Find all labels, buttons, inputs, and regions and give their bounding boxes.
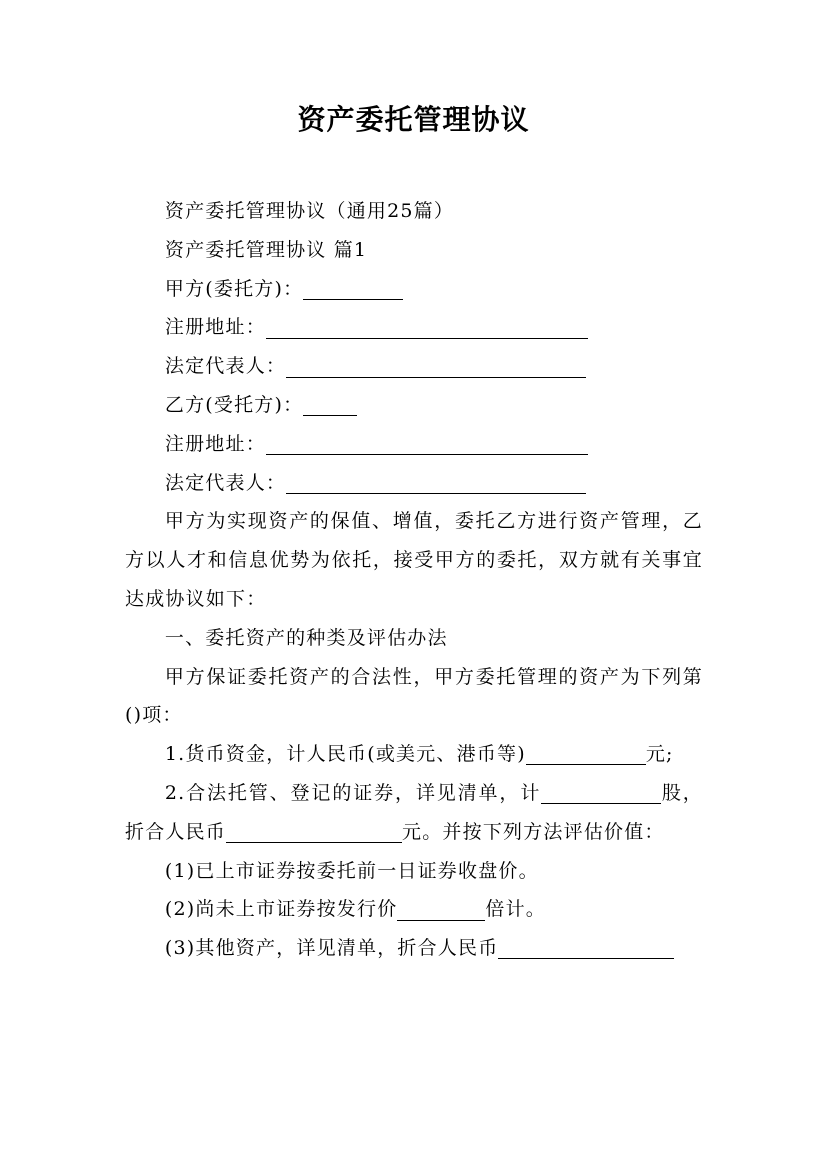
party-a-rep-blank: [286, 357, 586, 378]
sub-item-3-text: (3)其他资产，详见清单，折合人民币: [164, 937, 499, 960]
party-b-rep-line: [125, 464, 703, 503]
party-a-address-label: 注册地址：: [164, 316, 266, 339]
item-1-unit: 元;: [645, 743, 674, 766]
sub-item-3: [125, 929, 703, 968]
sub-item-2-text: (2)尚未上市证券按发行价: [164, 898, 398, 921]
item-1-paragraph: [125, 735, 703, 774]
intro-paragraph: 甲方为实现资产的保值、增值，委托乙方进行资产管理，乙方以人才和信息优势为依托，接受甲方的委托，双方就有关事宜达成协议如下：: [125, 510, 703, 610]
item-1-blank: [526, 745, 646, 766]
item-2-shares-blank: [541, 783, 661, 804]
party-a-label: 甲方(委托方)：: [164, 277, 304, 300]
document-body: [125, 192, 703, 968]
item-2-amount-blank: [226, 822, 402, 843]
item-2-text: 2.合法托管、登记的证券，详见清单，计: [164, 781, 542, 804]
sub-item-1: (1)已上市证券按委托前一日证券收盘价。: [164, 859, 539, 882]
party-b-line: [125, 386, 703, 425]
article-1-title: 一、委托资产的种类及评估办法: [164, 626, 448, 649]
heading-line: 资产委托管理协议（通用25篇）: [164, 200, 455, 222]
party-a-line: [125, 270, 703, 309]
article-1-text: 甲方保证委托资产的合法性，甲方委托管理的资产为下列第()项：: [125, 665, 703, 727]
party-b-blank: [303, 395, 357, 416]
party-b-label: 乙方(受托方)：: [164, 393, 304, 416]
sub-item-3-blank: [498, 939, 674, 960]
party-b-address-label: 注册地址：: [164, 432, 266, 455]
party-a-address-line: [125, 308, 703, 347]
item-2-shares-unit: 股，折合人民币: [125, 781, 703, 843]
item-1-text: 1.货币资金，计人民币(或美元、港币等): [164, 743, 526, 766]
party-b-rep-label: 法定代表人：: [164, 471, 287, 494]
item-2-tail: 元。并按下列方法评估价值：: [402, 820, 665, 843]
party-b-rep-blank: [286, 473, 586, 494]
party-b-address-blank: [266, 434, 588, 455]
party-b-address-line: [125, 425, 703, 464]
sub-item-2: [125, 890, 703, 929]
document-title: 资产委托管理协议: [297, 103, 530, 136]
sub-item-2-blank: [397, 900, 485, 921]
party-a-rep-label: 法定代表人：: [164, 355, 287, 378]
party-a-rep-line: [125, 347, 703, 386]
party-a-blank: [303, 279, 403, 300]
party-a-address-blank: [266, 318, 588, 339]
item-2-paragraph: [125, 774, 703, 852]
sub-item-2-unit: 倍计。: [485, 898, 547, 921]
section-line: 资产委托管理协议 篇1: [164, 238, 368, 261]
